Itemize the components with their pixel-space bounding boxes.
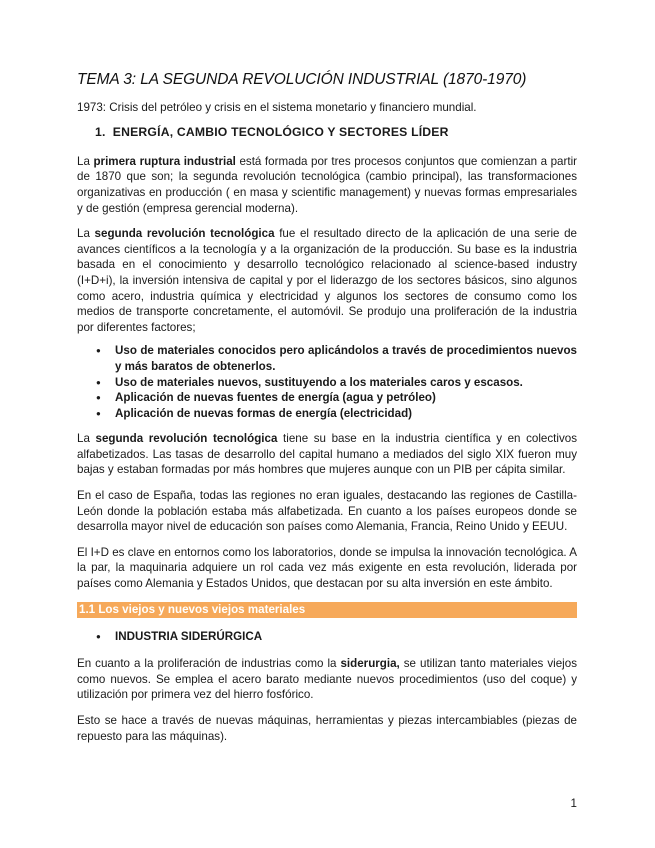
paragraph-2 <box>77 226 577 335</box>
p1-text-c: está formada por tres procesos conjuntos que comienzan a partir de 1870 que son; la segunda revolución tecnológica (cambio principal), las transformaciones organizativas en producción ( en masa y scientific management) y nuevas formas empresariales y de gestión (empresa gerencial moderna). <box>77 154 578 215</box>
list-item: ● Aplicación de nuevas fuentes de energía (agua y petróleo) <box>115 390 577 406</box>
section-heading <box>77 125 577 141</box>
paragraph-4: En el caso de España, todas las regiones no eran iguales, destacando las regiones de Castilla-León donde la población estaba más alfabetizada. En cuanto a los países europeos donde se desarrolla mayor nivel de educación son países como Alemania, Francia, Reino Unido y EEUU. <box>77 489 577 534</box>
section-title: ENERGÍA, CAMBIO TECNOLÓGICO Y SECTORES LÍDER <box>112 125 449 140</box>
p1-text-a: La <box>77 154 94 168</box>
document-title: TEMA 3: LA SEGUNDA REVOLUCIÓN INDUSTRIAL (1870-1970) <box>77 71 527 88</box>
p3-text-c: tiene su base en la industria científica y en colectivos alfabetizados. Las tasas de desarrollo del capital humano a mediados del siglo XIX fueron muy bajas y estaban formadas por más hombres que mujeres aunque con un PIB per cápita similar. <box>77 432 577 477</box>
p6-text-c: se utilizan tanto materiales viejos como nuevos. Se emplea el acero barato mediante nuevos procedimientos (uso del coque) y utilización por primera vez del hierro fosfórico. <box>77 657 577 702</box>
paragraph-1 <box>77 154 577 216</box>
subsection-heading-highlighted: 1.1 Los viejos y nuevos viejos materiales <box>77 602 577 618</box>
paragraph-5: El I+D es clave en entornos como los laboratorios, donde se impulsa la innovación tecnológica. A la par, la maquinaria adquiere un rol cada vez más exigente en esta revolución, liderada por países como Alemania y Estados Unidos, que destacan por su alta inversión en este ámbito. <box>77 545 577 591</box>
p2-bold: segunda revolución tecnológica <box>94 227 275 241</box>
list-item: ● Uso de materiales conocidos pero aplicándolos a través de procedimientos nuevos y más baratos de obtenerlos. <box>115 343 577 374</box>
p3-text-a: La <box>77 432 96 446</box>
intro-line: 1973: Crisis del petróleo y crisis en el sistema monetario y financiero mundial. <box>77 100 477 114</box>
p3-bold: segunda revolución tecnológica <box>95 432 278 446</box>
p1-bold: primera ruptura industrial <box>93 154 236 168</box>
p2-text-a: La <box>77 227 95 241</box>
sub-bullet-heading: ● INDUSTRIA SIDERÚRGICA <box>77 629 577 645</box>
page-number: 1 <box>570 797 577 810</box>
paragraph-3 <box>77 431 577 478</box>
document-page <box>77 72 577 754</box>
section-number: 1. <box>95 125 106 140</box>
list-item: ● Aplicación de nuevas formas de energía (electricidad) <box>115 406 577 422</box>
p6-bold: siderurgia, <box>340 657 400 671</box>
p6-text-a: En cuanto a la proliferación de industrias como la <box>77 657 341 671</box>
paragraph-7: Esto se hace a través de nuevas máquinas, herramientas y piezas intercambiables (piezas de repuesto para las máquinas). <box>77 714 577 743</box>
factors-list <box>77 343 577 421</box>
p2-text-c: fue el resultado directo de la aplicación de una serie de avances científicos a la tecnología y a la organización de la producción. Su base es la industria basada en el conocimiento y desarrollo tecnológico relacionado al science-based industry (I+D+i), la inversión intensiva de capital y por el liderazgo de los sectores básicos, sino algunos como acero, industria química y electricidad y algunos los sectores de consumo como los medios de transporte concretamente, el automóvil. Se produjo una proliferación de la industria por diferentes factores; <box>77 227 578 334</box>
paragraph-6 <box>77 656 577 703</box>
list-item: ● Uso de materiales nuevos, sustituyendo a los materiales caros y escasos. <box>115 375 577 391</box>
